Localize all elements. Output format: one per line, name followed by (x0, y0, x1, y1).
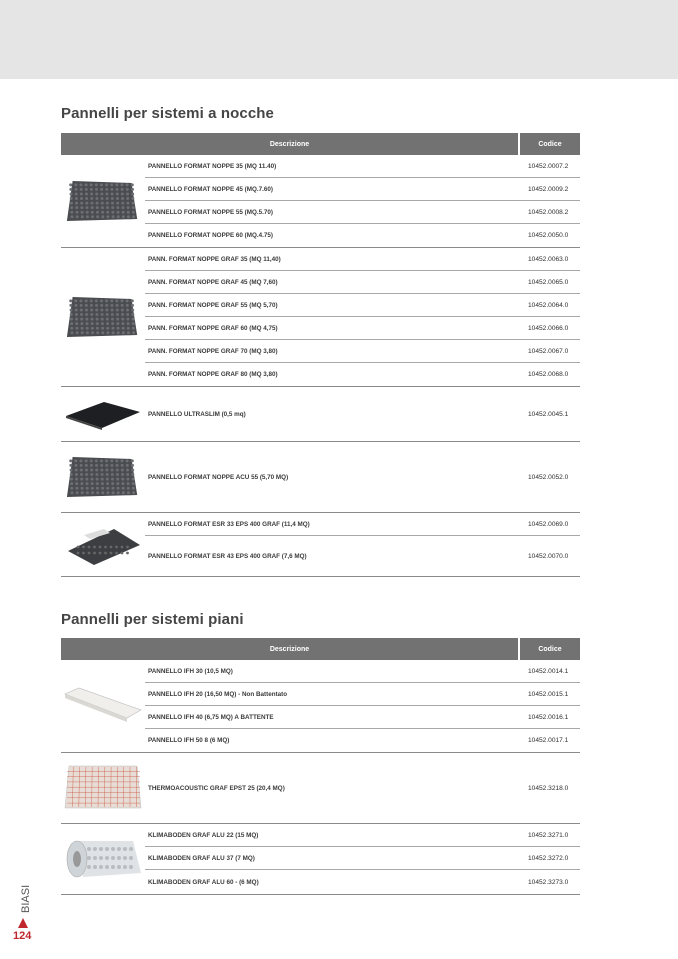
product-description: PANN. FORMAT NOPPE GRAF 45 (MQ 7,60) (148, 278, 278, 286)
table-row (145, 706, 580, 729)
table-row (145, 387, 580, 441)
product-code: 10452.0065.0 (528, 278, 569, 286)
grid-panel-icon (61, 753, 145, 823)
product-code: 10452.0067.0 (528, 347, 569, 355)
product-description: KLIMABODEN GRAF ALU 37 (7 MQ) (148, 854, 255, 862)
product-group (61, 753, 580, 824)
product-group (61, 387, 580, 442)
product-code: 10452.0045.1 (528, 410, 569, 418)
product-description: PANNELLO FORMAT NOPPE ACU 55 (5,70 MQ) (148, 473, 289, 481)
product-description: PANN. FORMAT NOPPE GRAF 35 (MQ 11,40) (148, 255, 281, 263)
table-row (145, 824, 580, 847)
table-row (145, 753, 580, 823)
product-description: PANNELLO FORMAT ESR 33 EPS 400 GRAF (11,4 MQ) (148, 520, 310, 528)
product-description: PANNELLO IFH 20 (16,50 MQ) - Non Battentato (148, 690, 288, 698)
brand-text: BIASI (20, 884, 32, 913)
product-code: 10452.0068.0 (528, 371, 569, 378)
product-group (61, 513, 580, 577)
product-code: 10452.0064.0 (528, 301, 569, 309)
section-title-flat: Pannelli per sistemi piani (61, 611, 244, 628)
table-row (145, 178, 580, 201)
table-row (145, 317, 580, 340)
product-description: PANNELLO FORMAT NOPPE 35 (MQ 11.40) (148, 162, 277, 170)
product-code: 10452.3271.0 (528, 831, 569, 839)
product-code: 10452.3272.0 (528, 854, 569, 862)
product-description: PANNELLO IFH 30 (10,5 MQ) (148, 667, 233, 675)
column-header-code: Codice (520, 638, 580, 660)
studded-panel-icon (61, 442, 145, 512)
product-description: PANNELLO ULTRASLIM (0,5 mq) (148, 410, 246, 418)
table-row (145, 536, 580, 576)
product-code: 10452.0070.0 (528, 552, 569, 560)
brand-logo (14, 873, 34, 929)
table-row (145, 729, 580, 752)
product-code: 10452.0008.2 (528, 208, 569, 216)
product-table-flat (61, 638, 580, 895)
product-code: 10452.0050.0 (528, 232, 569, 239)
ultraslim-panel-icon (61, 387, 145, 441)
top-band (0, 0, 678, 79)
table-row (145, 683, 580, 706)
product-description: PANN. FORMAT NOPPE GRAF 80 (MQ 3,80) (148, 371, 278, 378)
product-code: 10452.0014.1 (528, 667, 569, 675)
product-description: PANN. FORMAT NOPPE GRAF 60 (MQ 4,75) (148, 324, 278, 332)
product-group (61, 248, 580, 387)
column-header-code: Codice (520, 133, 580, 155)
product-code: 10452.3218.0 (528, 784, 569, 792)
table-header (61, 638, 580, 660)
product-code: 10452.0069.0 (528, 520, 569, 528)
table-row (145, 442, 580, 512)
section-title-studded: Pannelli per sistemi a nocche (61, 105, 274, 122)
table-row (145, 660, 580, 683)
studded-panel-icon (61, 248, 145, 386)
product-description: KLIMABODEN GRAF ALU 60 - (6 MQ) (148, 878, 259, 886)
page-number: 124 (13, 930, 32, 942)
product-description: KLIMABODEN GRAF ALU 22 (15 MQ) (148, 831, 259, 839)
table-row (145, 155, 580, 178)
product-group (61, 442, 580, 513)
product-group (61, 660, 580, 753)
product-description: PANNELLO FORMAT ESR 43 EPS 400 GRAF (7,6 MQ) (148, 552, 307, 560)
table-row (145, 271, 580, 294)
product-code: 10452.0016.1 (528, 713, 569, 721)
product-description: PANN. FORMAT NOPPE GRAF 70 (MQ 3,80) (148, 347, 278, 355)
table-row (145, 870, 580, 894)
product-description: PANNELLO FORMAT NOPPE 45 (MQ.7.60) (148, 185, 274, 193)
product-group (61, 155, 580, 248)
studded-panel-icon (61, 155, 145, 247)
table-row (145, 201, 580, 224)
product-description: PANNELLO FORMAT NOPPE 60 (MQ.4.75) (148, 232, 274, 239)
product-code: 10452.0009.2 (528, 185, 569, 193)
flat-board-icon (61, 660, 145, 752)
product-code: 10452.0015.1 (528, 690, 569, 698)
table-row (145, 363, 580, 386)
table-row (145, 248, 580, 271)
table-row (145, 513, 580, 536)
product-code: 10452.3273.0 (528, 878, 569, 886)
product-description: PANNELLO IFH 40 (6,75 MQ) A BATTENTE (148, 713, 274, 721)
product-description: PANNELLO FORMAT NOPPE 55 (MQ.5.70) (148, 208, 274, 216)
product-code: 10452.0063.0 (528, 255, 569, 263)
product-description: THERMOACOUSTIC GRAF EPST 25 (20,4 MQ) (148, 784, 285, 792)
column-header-description: Descrizione (61, 133, 518, 155)
product-description: PANN. FORMAT NOPPE GRAF 55 (MQ 5,70) (148, 301, 278, 309)
product-code: 10452.0066.0 (528, 324, 569, 332)
table-header (61, 133, 580, 155)
table-row (145, 847, 580, 870)
esr-panel-icon (61, 513, 145, 576)
product-group (61, 824, 580, 895)
product-table-studded (61, 133, 580, 577)
product-code: 10452.0052.0 (528, 473, 569, 481)
product-description: PANNELLO IFH 50 8 (6 MQ) (148, 737, 230, 744)
table-row (145, 340, 580, 363)
table-row (145, 224, 580, 247)
column-header-description: Descrizione (61, 638, 518, 660)
product-code: 10452.0007.2 (528, 162, 569, 170)
brand-triangle-icon (18, 918, 28, 928)
table-row (145, 294, 580, 317)
product-code: 10452.0017.1 (528, 737, 569, 744)
roll-panel-icon (61, 824, 145, 894)
